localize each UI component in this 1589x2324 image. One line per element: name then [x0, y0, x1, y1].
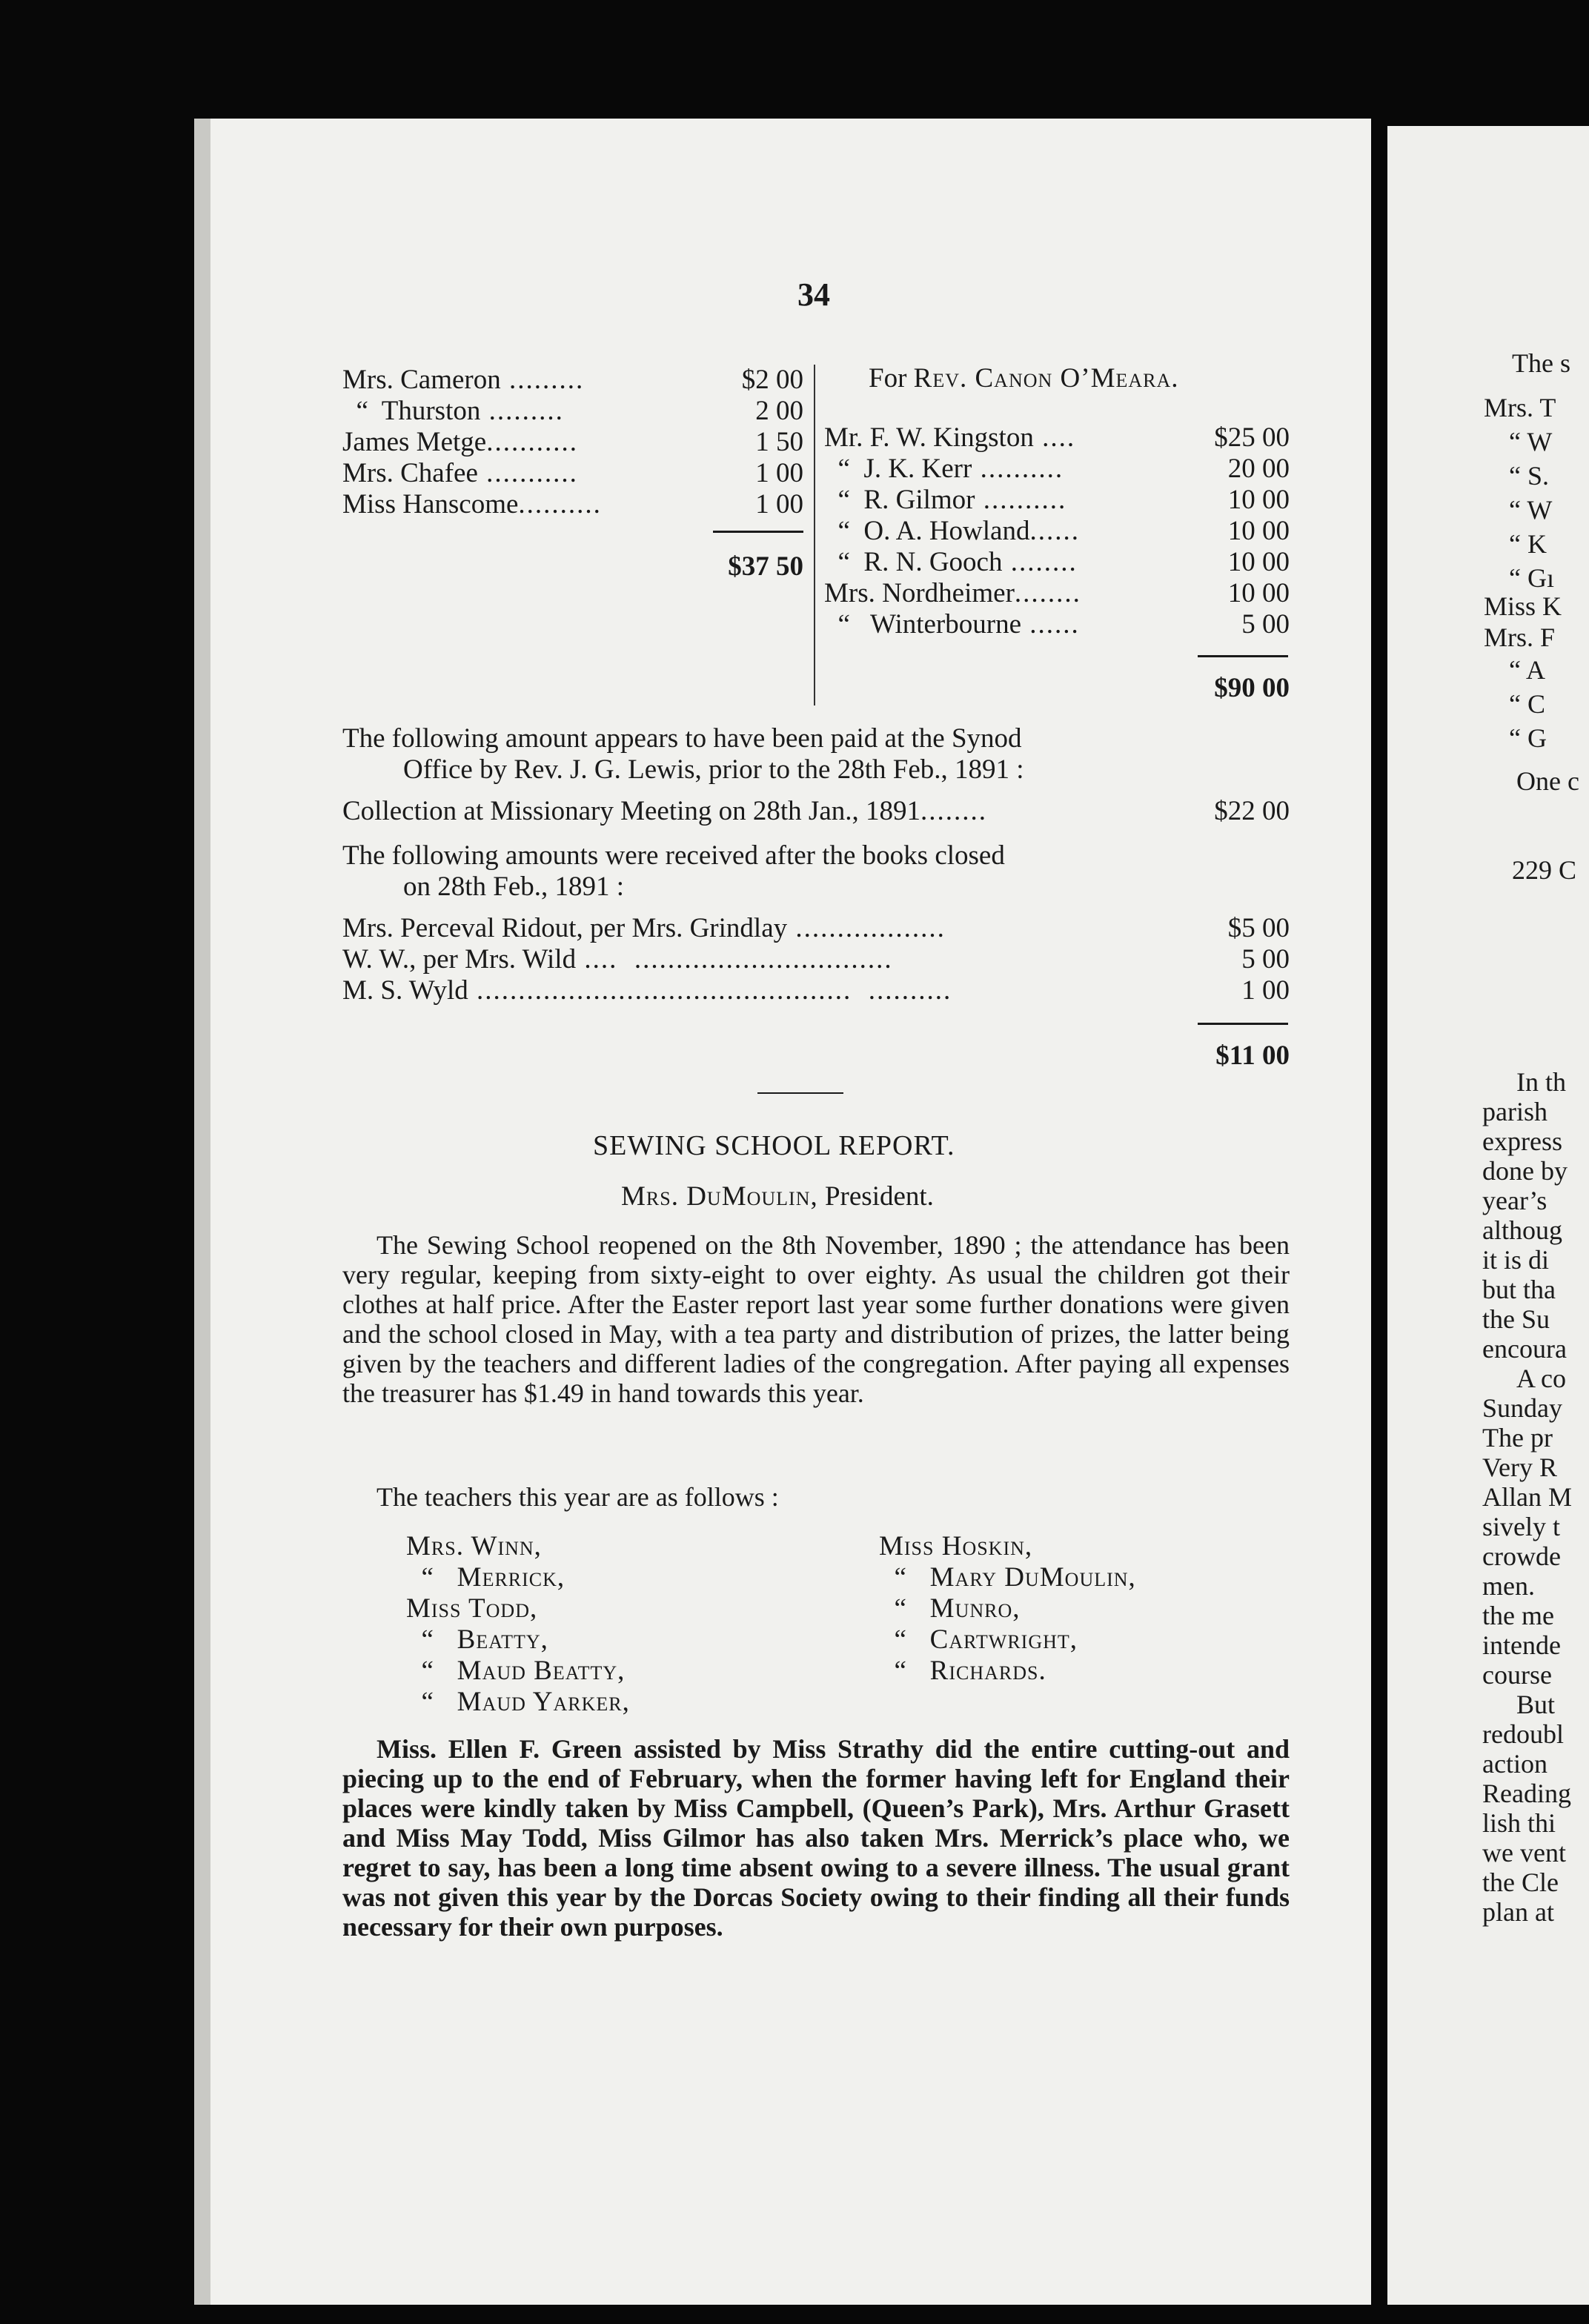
fragment: parish: [1482, 1097, 1547, 1126]
fragment: But: [1516, 1690, 1556, 1719]
section-heading: [869, 363, 1179, 394]
fragment: Mrs. F: [1484, 622, 1556, 652]
paragraph-text: The Sewing School reopened on the 8th November, 1890 ; the attendance has been very regular, keeping from sixty-eight to over eighty. As usual the children got their clothes at half price. After the Easter report last year some further donations were given and the school closed in May, with a tea party and distribution of prizes, the latter being given by the teachers and different ladies of the congregation. After paying all expenses the treasurer has $1.49 in hand towards this year.: [342, 1230, 1290, 1408]
teacher-name: Miss Todd,: [406, 1593, 538, 1624]
donor-name: “ R. N. Gooch: [824, 547, 1003, 577]
donation-amount: 20 00: [1227, 454, 1290, 484]
fragment: sively t: [1482, 1512, 1560, 1541]
teacher-name: “ Mary DuMoulin,: [879, 1562, 1136, 1593]
fragment: the Cle: [1482, 1868, 1559, 1897]
fragment: Very R: [1482, 1452, 1557, 1482]
fragment: express: [1482, 1126, 1562, 1156]
fragment: Sunday: [1482, 1393, 1562, 1423]
donor-name: James Metge: [342, 427, 487, 457]
donation-amount: $2 00: [741, 365, 803, 395]
donation-amount: 2 00: [755, 396, 803, 426]
donor-name: Mrs. Cameron: [342, 365, 501, 395]
sum-rule: [713, 531, 803, 533]
donation-amount: 10 00: [1227, 516, 1290, 546]
donor-name: Mrs. Chafee: [342, 458, 478, 488]
fragment: encoura: [1482, 1334, 1567, 1364]
fragment: redoubl: [1482, 1719, 1564, 1749]
dot-leader: ..........: [975, 485, 1067, 515]
fragment: lish thi: [1482, 1808, 1556, 1838]
fragment: done by: [1482, 1156, 1568, 1186]
teacher-name: “ Merrick,: [406, 1562, 565, 1593]
list-item: [342, 458, 578, 489]
donation-amount: $25 00: [1214, 422, 1290, 453]
collection-label: Collection at Missionary Meeting on 28th Jan., 1891: [342, 796, 920, 826]
fragment: althoug: [1482, 1215, 1562, 1245]
heading-name: Rev. Canon O’Meara.: [913, 363, 1179, 394]
president-name: Mrs. DuMoulin,: [621, 1181, 818, 1212]
page-number: 34: [797, 276, 830, 313]
dot-leader: .... ...............................: [576, 944, 893, 975]
sum-rule: [1198, 1023, 1288, 1025]
heading-prefix: For: [869, 363, 914, 394]
donor-name: Miss Hanscome: [342, 489, 519, 519]
donation-amount: 1 00: [1241, 975, 1290, 1006]
fragment: Reading: [1482, 1779, 1571, 1808]
dot-leader: ............................................. ..........: [468, 975, 952, 1006]
donor-name: W. W., per Mrs. Wild: [342, 944, 577, 975]
president-role: President.: [817, 1181, 934, 1212]
donation-amount: 1 00: [755, 489, 803, 519]
donor-name: M. S. Wyld: [342, 975, 468, 1006]
fragment: action: [1482, 1749, 1547, 1779]
fragment: “ K: [1509, 529, 1547, 559]
donation-amount: $5 00: [1227, 913, 1290, 943]
donor-name: Mrs. Perceval Ridout, per Mrs. Grindlay: [342, 913, 788, 943]
sewing-paragraph-3: [342, 1734, 1290, 1942]
after-total: $11 00: [1215, 1040, 1290, 1071]
donor-name: “ J. K. Kerr: [824, 454, 972, 484]
fragment: the me: [1482, 1601, 1554, 1630]
after-note-line1: The following amounts were received after the books closed: [342, 840, 1005, 871]
fragment: The s: [1512, 348, 1570, 378]
fragment: “ C: [1509, 689, 1545, 719]
donation-amount: 5 00: [1241, 609, 1290, 640]
donation-amount: 5 00: [1241, 944, 1290, 975]
dot-leader: ........: [1002, 547, 1078, 577]
teacher-name: Mrs. Winn,: [406, 1531, 542, 1561]
dot-leader: ..........: [972, 454, 1064, 484]
list-total: $90 00: [1214, 673, 1290, 703]
fragment: year’s: [1482, 1186, 1547, 1215]
dot-leader: ...........: [486, 427, 578, 457]
donation-amount: 10 00: [1227, 547, 1290, 577]
fragment: intende: [1482, 1630, 1561, 1660]
donation-amount: 1 00: [755, 458, 803, 488]
fragment: Miss K: [1484, 591, 1562, 621]
list-item: [824, 516, 1080, 547]
teacher-name: “ Cartwright,: [879, 1624, 1078, 1655]
donor-name: “ O. A. Howland: [824, 516, 1030, 546]
fragment: Mrs. T: [1484, 393, 1556, 422]
fragment: Allan M: [1482, 1482, 1572, 1512]
president-line: [621, 1181, 934, 1212]
synod-note-line1: The following amount appears to have been paid at the Synod: [342, 723, 1022, 754]
fragment: the Su: [1482, 1304, 1550, 1334]
fragment: we vent: [1482, 1838, 1566, 1868]
fragment: men.: [1482, 1571, 1535, 1601]
fragment: it is di: [1482, 1245, 1550, 1275]
fragment: course: [1482, 1660, 1552, 1690]
donation-amount: 1 50: [755, 427, 803, 457]
dot-leader: ..................: [787, 913, 946, 943]
fragment: plan at: [1482, 1897, 1554, 1927]
fragment: “ W: [1509, 427, 1553, 456]
list-item: [342, 975, 952, 1006]
paragraph-text: The teachers this year are as follows :: [376, 1482, 779, 1512]
list-item: [824, 547, 1078, 578]
fragment: “ G: [1509, 723, 1547, 753]
list-item: [342, 396, 564, 427]
dot-leader: ........: [920, 796, 987, 826]
sum-rule: [1198, 655, 1288, 657]
teacher-name: “ Maud Yarker,: [406, 1687, 630, 1717]
list-item: [342, 489, 602, 520]
dot-leader: ..........: [518, 489, 602, 519]
fragment: crowde: [1482, 1541, 1561, 1571]
sewing-report-title: SEWING SCHOOL REPORT.: [593, 1130, 955, 1161]
list-item: [824, 454, 1064, 485]
collection-amount: $22 00: [1214, 796, 1290, 826]
collection-line: [342, 796, 987, 827]
teacher-name: “ Beatty,: [406, 1624, 548, 1655]
dot-leader: ......: [1021, 609, 1080, 640]
donor-name: Mr. F. W. Kingston: [824, 422, 1034, 453]
fragment: “ Gı: [1509, 563, 1554, 593]
list-total: $37 50: [728, 551, 803, 582]
column-divider: [814, 365, 815, 706]
dot-leader: ......: [1029, 516, 1080, 546]
donation-amount: 10 00: [1227, 578, 1290, 608]
donor-name: “ R. Gilmor: [824, 485, 975, 515]
list-item: [824, 422, 1075, 454]
fragment: but tha: [1482, 1275, 1556, 1304]
paragraph-text: Miss. Ellen F. Green assisted by Miss Strathy did the entire cutting-out and piecing up to the end of February, when the former having left for England their places were kindly taken by Miss Campbell, (Queen’s Park), Mrs. Arthur Grasett and Miss May Todd, Miss Gilmor has also taken Mrs. Merrick’s place who, we regret to say, has been a long time absent owing to a severe illness. The usual grant was not given this year by the Dorcas Society owing to their finding all their funds necessary for their own purposes.: [342, 1734, 1290, 1942]
list-item: [342, 365, 584, 396]
list-item: [342, 913, 946, 944]
sewing-paragraph-1: [342, 1230, 1290, 1408]
donor-name: “ Winterbourne: [824, 609, 1021, 640]
fragment: “ S.: [1509, 461, 1549, 491]
section-divider: [757, 1092, 843, 1094]
fragment: 229 C: [1512, 855, 1577, 885]
list-item: [342, 427, 578, 458]
dot-leader: .........: [480, 396, 564, 426]
after-note-line2: on 28th Feb., 1891 :: [403, 872, 625, 902]
fragment: One c: [1516, 766, 1579, 796]
donation-amount: 10 00: [1227, 485, 1290, 515]
dot-leader: .........: [500, 365, 585, 395]
dot-leader: ....: [1033, 422, 1076, 453]
teacher-name: “ Munro,: [879, 1593, 1021, 1624]
fragment: A co: [1516, 1364, 1566, 1393]
donor-name: “ Thurston: [342, 396, 481, 426]
teacher-name: “ Richards.: [879, 1656, 1046, 1686]
list-item: [824, 485, 1066, 516]
fragment: “ W: [1509, 495, 1553, 525]
list-item: [824, 578, 1081, 609]
fragment: “ A: [1509, 655, 1545, 685]
list-item: [824, 609, 1080, 640]
synod-note-line2: Office by Rev. J. G. Lewis, prior to the 28th Feb., 1891 :: [403, 754, 1024, 785]
sewing-paragraph-2: [342, 1482, 1290, 1512]
dot-leader: ........: [1014, 578, 1081, 608]
fragment: The pr: [1482, 1423, 1553, 1452]
fragment: In th: [1516, 1067, 1566, 1097]
teacher-name: “ Maud Beatty,: [406, 1656, 626, 1686]
list-item: [342, 944, 893, 975]
dot-leader: ...........: [477, 458, 578, 488]
donor-name: Mrs. Nordheimer: [824, 578, 1015, 608]
teacher-name: Miss Hoskin,: [879, 1531, 1033, 1561]
